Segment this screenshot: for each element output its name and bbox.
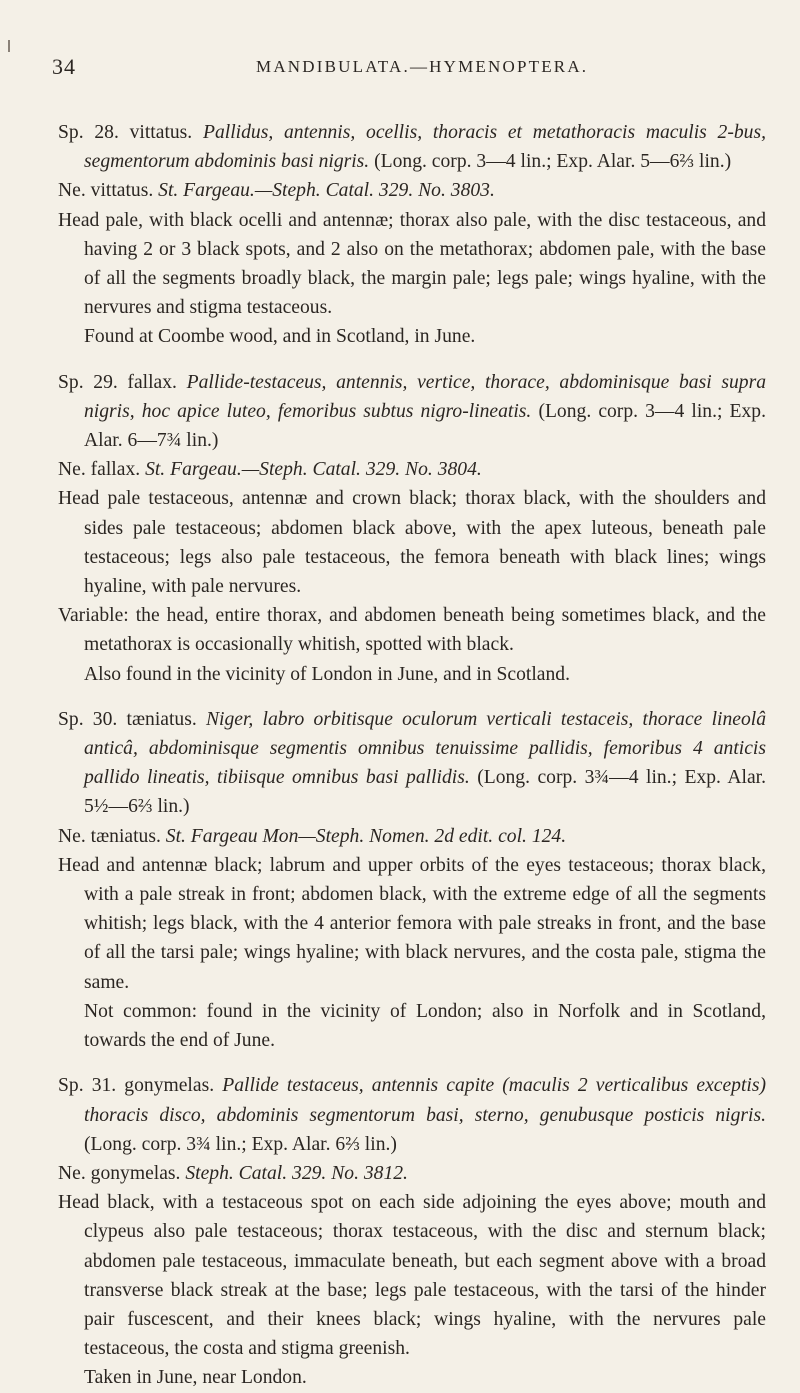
species-31-note: Taken in June, near London. xyxy=(84,1367,307,1389)
species-29-variable xyxy=(58,601,766,659)
species-29-measure: (Long. corp. 3—4 lin.; Exp. Alar. 6—7¾ lin.) xyxy=(84,400,767,452)
page-header xyxy=(0,54,800,84)
species-31-diagnosis xyxy=(58,1071,766,1159)
species-31-heading: Sp. 31. gonymelas. xyxy=(58,1075,215,1097)
species-30-syn-lead: Ne. tæniatus. xyxy=(58,825,161,847)
species-29-note: Also found in the vicinity of London in June, and in Scotland. xyxy=(84,663,570,685)
species-30-diagnosis xyxy=(58,705,766,822)
species-31-latin: Pallide testaceus, antennis capite (maculis 2 verticalibus exceptis) thoracis disco, abdominis segmentorum basi, sterno, genubusque posticis nigris. xyxy=(84,1075,767,1126)
species-30-measure: (Long. corp. 3¾—4 lin.; Exp. Alar. 5½—6⅔ lin.) xyxy=(84,767,766,818)
species-28-measure: (Long. corp. 3—4 lin.; Exp. Alar. 5—6⅔ lin.) xyxy=(374,151,732,173)
species-28-diagnosis xyxy=(58,118,766,176)
species-28-heading: Sp. 28. vittatus. xyxy=(58,122,193,143)
species-29-latin: Pallide-testaceus, antennis, vertice, thorace, abdominisque basi supra nigris, hoc apice luteo, femoribus subtus nigro-lineatis. xyxy=(84,371,766,422)
species-29-description: Head pale testaceous, antennæ and crown black; thorax black, with the shoulders and sides pale testaceous; abdomen black above, with the apex luteous, beneath pale testaceous; legs also pale testaceous, the femora beneath with black lines; wings hyaline, with pale nervures. xyxy=(58,488,766,598)
species-31-description: Head black, with a testaceous spot on each side adjoining the eyes above; mouth and clypeus also pale testaceous; thorax testaceous, with the disc and sternum black; abdomen pale testaceous, immaculate beneath, but each segment above with a broad transverse black streak at the base; legs pale testaceous, with the tarsi of the hinder pair fuscescent, and their knees black; wings hyaline, with the nervures pale testaceous, the costa and stigma greenish. xyxy=(58,1192,766,1360)
species-30-note: Not common: found in the vicinity of London; also in Norfolk and in Scotland, towards the end of June. xyxy=(84,1000,766,1052)
species-29-syn-ref: St. Fargeau.—Steph. Catal. 329. No. 3804. xyxy=(145,459,482,481)
species-31-syn-ref: Steph. Catal. 329. No. 3812. xyxy=(185,1162,408,1184)
page-body xyxy=(58,118,766,1393)
species-30-synonym xyxy=(58,822,766,851)
species-30-description: Head and antennæ black; labrum and upper orbits of the eyes testaceous; thorax black, with a pale streak in front; abdomen black, with the extreme edge of all the segments whitish; legs black, with the 4 anterior femora with pale streaks in front, and the base of all the tarsi pale; wings hyaline; with black nervures, and the costa pale, stigma the same. xyxy=(58,854,766,993)
species-28-description: Head pale, with black ocelli and antennæ; thorax also pale, with the disc testaceous, and having 2 or 3 black spots, and 2 also on the metathorax; abdomen pale, with the base of all the segments broadly black, the margin pale; legs pale; wings hyaline, with the nervures and stigma testaceous. xyxy=(58,209,766,319)
species-28-synonym xyxy=(58,176,766,205)
species-28-latin: Pallidus, antennis, ocellis, thoracis et metathoracis maculis 2-bus, segmentorum abdominis basi nigris. xyxy=(84,122,766,173)
running-head: MANDIBULATA.—HYMENOPTERA. xyxy=(256,57,589,76)
species-29-variable-text: the head, entire thorax, and abdomen beneath being sometimes black, and the metathorax is occasionally whitish, spotted with black. xyxy=(84,605,766,656)
species-29-diagnosis xyxy=(58,368,766,456)
species-29-heading: Sp. 29. fallax. xyxy=(58,371,177,393)
margin-mark xyxy=(8,40,10,52)
species-30-heading: Sp. 30. tæniatus. xyxy=(58,708,197,730)
species-31-synonym xyxy=(58,1159,766,1188)
species-30-syn-ref: St. Fargeau Mon—Steph. Nomen. 2d edit. col. 124. xyxy=(165,825,567,847)
species-29-synonym xyxy=(58,455,766,484)
page-number: 34 xyxy=(52,54,76,79)
species-29-variable-lead: Variable: xyxy=(58,605,129,627)
species-28-note: Found at Coombe wood, and in Scotland, in June. xyxy=(84,326,476,348)
species-28-syn-lead: Ne. vittatus. xyxy=(58,180,154,202)
species-30-latin: Niger, labro orbitisque oculorum verticali testaceis, thorace lineolâ anticâ, abdominisque segmentis omnibus tenuissime pallidis, femoribus 4 anticis pallido lineatis, tibiisque omnibus basi pallidis. xyxy=(84,708,766,789)
species-29-syn-lead: Ne. fallax. xyxy=(58,459,141,481)
species-28-syn-ref: St. Fargeau.—Steph. Catal. 329. No. 3803. xyxy=(158,180,495,202)
species-31-measure: (Long. corp. 3¾ lin.; Exp. Alar. 6⅔ lin.) xyxy=(84,1133,397,1155)
species-31-syn-lead: Ne. gonymelas. xyxy=(58,1162,181,1184)
